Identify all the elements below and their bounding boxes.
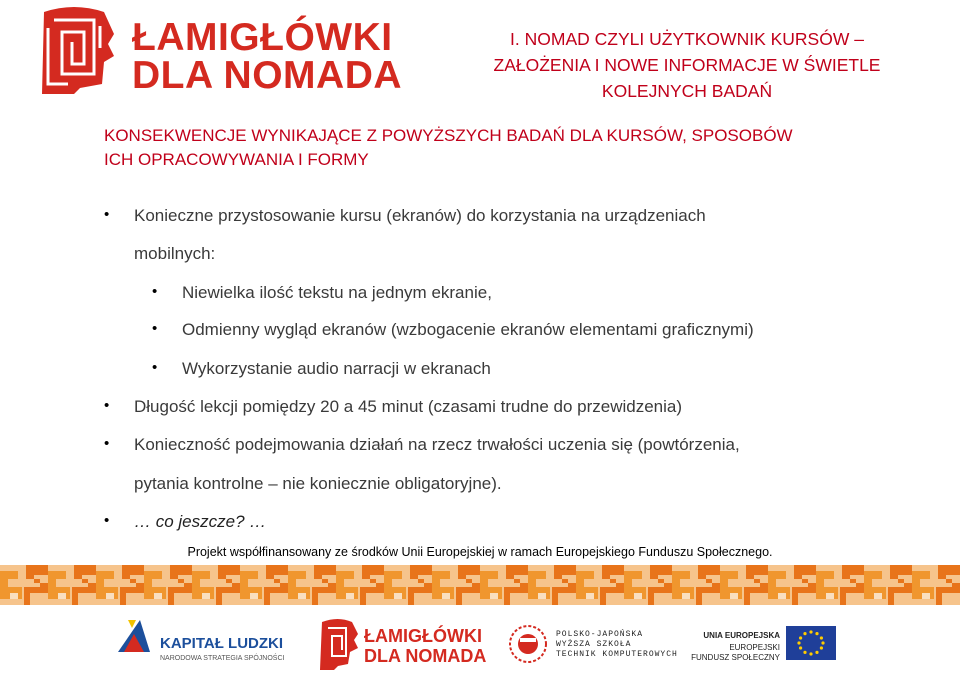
kapital-ludzki-logo [118,620,285,662]
brand-line2: DLA NOMADA [132,54,403,97]
sub-bullet-3: Wykorzystanie audio narracji w ekranach [182,359,491,378]
bullet-dot: • [152,320,158,337]
eu-logo [691,626,836,662]
subtitle-line2: ICH OPRACOWYWANIA I FORMY [104,150,369,169]
bullet-dot: • [104,397,110,414]
funding-note: Projekt współfinansowany ze środków Unii Europejskiej w ramach Europejskiego Funduszu Społecznego. [187,545,773,559]
bullet-dot: • [104,206,110,223]
brand-line1: ŁAMIGŁÓWKI [132,16,393,59]
bullet-3-line1: Konieczność podejmowania działań na rzecz trwałości uczenia się (powtórzenia, [134,435,740,454]
bullet-dot: • [104,435,110,452]
maze-head-icon [34,4,126,96]
pjwstk-logo [510,626,678,662]
nomad-line2: DLA NOMADA [364,646,487,666]
nomad-line1: ŁAMIGŁÓWKI [364,626,482,646]
pjwstk-line3: TECHNIK KOMPUTEROWYCH [556,650,678,659]
title-line3: KOLEJNYCH BADAŃ [601,81,773,101]
title-line1: I. NOMAD CZYLI UŻYTKOWNIK KURSÓW – [510,29,864,49]
ue-line3: FUNDUSZ SPOŁECZNY [691,653,780,662]
bullet-3-line2: pytania kontrolne – nie koniecznie obligatoryjne). [134,474,502,493]
ue-line2: EUROPEJSKI [729,643,780,652]
bullet-2: Długość lekcji pomiędzy 20 a 45 minut (czasami trudne do przewidzenia) [134,397,683,416]
ue-line1: UNIA EUROPEJSKA [703,631,780,640]
bullet-1-line2: mobilnych: [134,244,216,263]
nomad-logo [320,619,486,670]
section-heading [104,124,844,172]
sub-bullet-1: Niewielka ilość tekstu na jednym ekranie, [182,283,492,302]
sub-bullet-2: Odmienny wygląd ekranów (wzbogacenie ekranów elementami graficznymi) [182,320,754,339]
brand-logo [34,4,403,97]
decorative-pattern-strip [0,565,960,605]
bullet-dot: • [152,359,158,376]
bullet-1-line1: Konieczne przystosowanie kursu (ekranów) do korzystania na urządzeniach [134,206,706,225]
partner-logos [0,612,960,676]
page-title [482,26,892,104]
title-line2: ZAŁOŻENIA I NOWE INFORMACJE W ŚWIETLE [493,55,881,75]
pjwstk-line2: WYŻSZA SZKOŁA [556,640,632,649]
bullet-4: … co jeszcze? … [134,512,267,531]
pjwstk-line1: POLSKO-JAPOŃSKA [556,630,644,639]
bullet-dot: • [104,512,110,529]
kapital-sub: NARODOWA STRATEGIA SPÓJNOŚCI [160,655,285,662]
subtitle-line1: KONSEKWENCJE WYNIKAJĄCE Z POWYŻSZYCH BADAŃ DLA KURSÓW, SPOSOBÓW [104,126,793,145]
kapital-title: KAPITAŁ LUDZKI [160,635,284,652]
bullet-dot: • [152,283,158,300]
